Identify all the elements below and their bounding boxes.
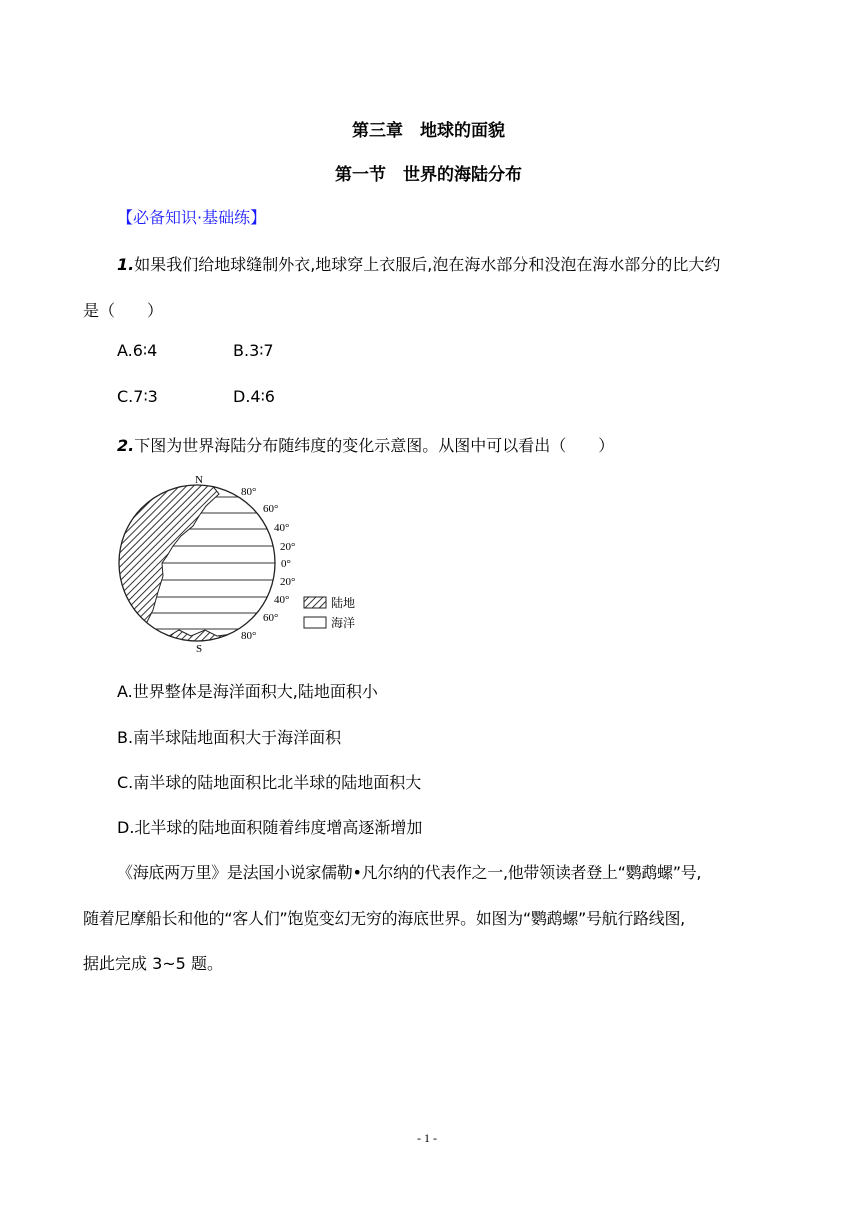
legend-ocean-label: 海洋: [331, 616, 356, 630]
question-1-number: 1.: [117, 255, 135, 274]
lat-label-n80: 80°: [241, 486, 257, 498]
section-title: 第一节 世界的海陆分布: [335, 165, 522, 185]
question-2-line: [117, 433, 614, 456]
question-1-line2: 是（ ）: [83, 301, 164, 320]
page-number: - 1 -: [417, 1131, 437, 1145]
lat-label-n60: 60°: [263, 503, 279, 515]
q1-option-c: C.7∶3: [117, 387, 158, 406]
q2-option-d: D.北半球的陆地面积随着纬度增高逐渐增加: [117, 818, 423, 837]
legend-land-label: 陆地: [331, 596, 356, 610]
question-1-text: 如果我们给地球缝制外衣,地球穿上衣服后,泡在海水部分和没泡在海水部分的比大约: [134, 255, 721, 274]
question-1-line1: [117, 252, 720, 275]
legend-land-swatch: [304, 597, 326, 608]
lat-label-0: 0°: [281, 558, 291, 570]
q1-option-d: D.4∶6: [233, 387, 275, 406]
lat-label-s80: 80°: [241, 630, 257, 642]
q2-option-a: A.世界整体是海洋面积大,陆地面积小: [117, 682, 378, 701]
chapter-title: 第三章 地球的面貌: [352, 121, 505, 141]
land-sea-distribution-figure: [115, 472, 375, 652]
passage-line1: 《海底两万里》是法国小说家儒勒•凡尔纳的代表作之一,他带领读者登上“鹦鹉螺”号,: [117, 863, 702, 882]
passage-line2: 随着尼摩船长和他的“客人们”饱览变幻无穷的海底世界。如图为“鹦鹉螺”号航行路线图,: [83, 909, 685, 928]
south-label: S: [196, 643, 203, 652]
north-label: N: [195, 474, 203, 486]
q1-option-b: B.3∶7: [233, 341, 274, 360]
lat-label-n40: 40°: [274, 522, 290, 534]
lat-label-s20: 20°: [280, 576, 296, 588]
lat-label-s40: 40°: [274, 594, 290, 606]
question-2-text: 下图为世界海陆分布随纬度的变化示意图。从图中可以看出（ ）: [134, 436, 615, 455]
passage-line3: 据此完成 3~5 题。: [83, 954, 223, 973]
section-label: 【必备知识·基础练】: [117, 208, 267, 227]
question-2-number: 2.: [117, 436, 135, 455]
q1-option-a: A.6∶4: [117, 341, 158, 360]
q2-option-b: B.南半球陆地面积大于海洋面积: [117, 728, 342, 747]
legend-ocean-swatch: [304, 617, 326, 628]
q2-option-c: C.南半球的陆地面积比北半球的陆地面积大: [117, 773, 422, 792]
lat-label-s60: 60°: [263, 612, 279, 624]
lat-label-n20: 20°: [280, 541, 296, 553]
